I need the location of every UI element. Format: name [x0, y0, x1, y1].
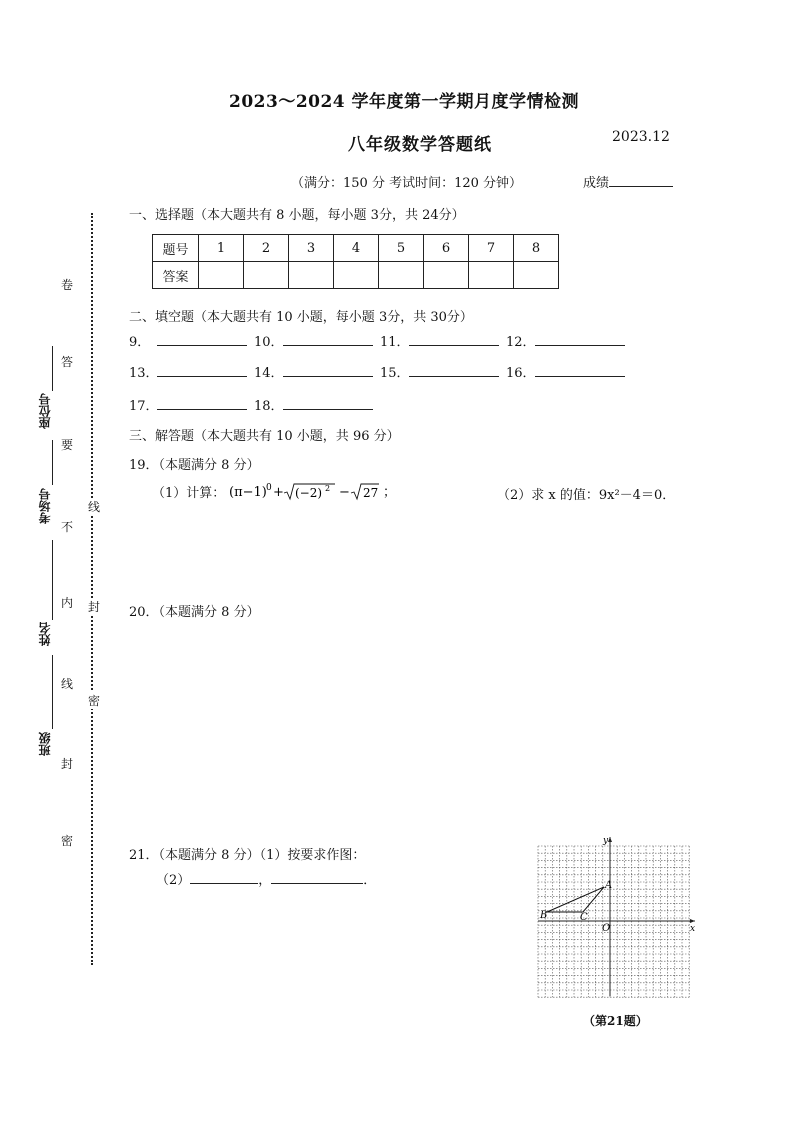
q21-blank-1[interactable]: [190, 871, 258, 884]
q19-part2: （2）求 x 的值：9x²－4＝0．: [497, 488, 676, 503]
page-title: 2023～2024 学年度第一学期月度学情检测: [229, 92, 580, 112]
fill-item: 15．: [380, 366, 410, 381]
fill-blank-18[interactable]: [283, 397, 373, 410]
question-number: 7: [469, 235, 514, 262]
section3-heading: 三、解答题（本大题共有 10 小题，共 96 分）: [129, 429, 400, 444]
svg-text:；: ；: [383, 485, 397, 500]
fill-blank-12[interactable]: [535, 333, 625, 346]
q20-label: 20．（本题满分 8 分）: [129, 605, 260, 620]
y-axis-arrow: [608, 837, 612, 842]
page-subtitle: 八年级数学答题纸: [348, 135, 492, 155]
field-seat-label: 座位号: [38, 393, 52, 429]
seal-char: 答: [61, 355, 74, 369]
answer-cell[interactable]: [469, 262, 514, 289]
question-number: 4: [334, 235, 379, 262]
q19-formula: [229, 482, 399, 502]
answer-table: [152, 234, 559, 289]
q21-coordinate-grid: [530, 834, 700, 1000]
table-row: [153, 262, 559, 289]
seal-char: 线: [61, 677, 74, 691]
q21-part2: （2） ， ．: [156, 873, 377, 888]
fill-item: 11．: [380, 335, 410, 350]
exam-date: 2023.12: [612, 129, 670, 145]
svg-text:2: 2: [325, 484, 331, 493]
field-class-blank[interactable]: [52, 655, 53, 729]
answer-cell[interactable]: [199, 262, 244, 289]
fill-item: 18．: [254, 399, 284, 414]
mid-seal-char: 线: [88, 500, 101, 514]
fill-item: 10．: [254, 335, 284, 350]
question-number: 8: [514, 235, 559, 262]
row-answer-label: 答案: [153, 262, 199, 289]
question-number: 2: [244, 235, 289, 262]
fill-item: 13．: [129, 366, 159, 381]
x-axis-label: x: [690, 924, 696, 934]
question-number: 1: [199, 235, 244, 262]
svg-text:(−2): (−2): [295, 486, 323, 500]
answer-cell[interactable]: [289, 262, 334, 289]
q21-label: 21．（本题满分 8 分）（1）按要求作图：: [129, 848, 366, 863]
svg-text:(π−1): (π−1): [229, 485, 268, 500]
q21-blank-2[interactable]: [271, 871, 363, 884]
answer-cell[interactable]: [379, 262, 424, 289]
seal-char: 封: [61, 757, 74, 771]
field-name-blank[interactable]: [52, 540, 53, 620]
point-label-b: B: [540, 910, 548, 921]
fill-item: 16．: [506, 366, 536, 381]
svg-text:0: 0: [266, 483, 273, 493]
fill-blank-11[interactable]: [409, 333, 499, 346]
q19-part1: （1）计算： (π−1) 0 + (−2) 2 − 27 ；: [152, 482, 399, 502]
question-number: 3: [289, 235, 334, 262]
answer-cell[interactable]: [424, 262, 469, 289]
binding-dotted-line: [91, 213, 93, 965]
fill-item: 12．: [506, 335, 536, 350]
exam-info: （满分：150 分 考试时间：120 分钟）: [291, 176, 523, 191]
seal-char: 要: [61, 438, 74, 452]
field-class-label: 班级: [38, 732, 52, 756]
question-number: 6: [424, 235, 469, 262]
field-seat-blank[interactable]: [52, 346, 53, 391]
mid-seal-char: 密: [88, 694, 101, 708]
point-label-c: C: [580, 912, 588, 923]
table-row: [153, 235, 559, 262]
fill-item: 9．: [129, 335, 151, 350]
score-blank[interactable]: [609, 174, 673, 187]
triangle-abc: [547, 887, 604, 912]
fill-blank-16[interactable]: [535, 364, 625, 377]
fill-blank-10[interactable]: [283, 333, 373, 346]
answer-cell[interactable]: [334, 262, 379, 289]
seal-char: 密: [61, 834, 74, 848]
x-axis-arrow: [690, 919, 695, 923]
field-room-blank[interactable]: [52, 440, 53, 485]
section2-heading: 二、填空题（本大题共有 10 小题，每小题 3分，共 30分）: [129, 310, 473, 325]
origin-label: O: [602, 923, 611, 934]
seal-char: 不: [61, 520, 74, 534]
field-name-label: 姓名: [38, 622, 52, 646]
fill-blank-17[interactable]: [157, 397, 247, 410]
seal-char: 卷: [61, 278, 74, 292]
q21-caption: （第21题）: [583, 1014, 648, 1028]
fill-item: 17．: [129, 399, 159, 414]
section1-heading: 一、选择题（本大题共有 8 小题，每小题 3分，共 24分）: [129, 208, 465, 223]
answer-cell[interactable]: [244, 262, 289, 289]
q19-label: 19．（本题满分 8 分）: [129, 458, 260, 473]
question-number: 5: [379, 235, 424, 262]
point-label-a: A: [605, 880, 613, 891]
svg-text:27: 27: [363, 486, 379, 500]
score-label: 成绩: [583, 176, 610, 191]
y-axis-label: y: [603, 836, 609, 846]
fill-blank-15[interactable]: [409, 364, 499, 377]
answer-cell[interactable]: [514, 262, 559, 289]
seal-char: 内: [61, 596, 74, 610]
svg-text:−: −: [339, 485, 351, 500]
mid-seal-char: 封: [88, 600, 101, 614]
fill-item: 14．: [254, 366, 284, 381]
row-head-label: 题号: [153, 235, 199, 262]
score-field[interactable]: [583, 172, 673, 191]
svg-text:+: +: [273, 485, 285, 500]
field-room-label: 考场号: [38, 488, 52, 524]
fill-blank-9[interactable]: [157, 333, 247, 346]
fill-blank-13[interactable]: [157, 364, 247, 377]
fill-blank-14[interactable]: [283, 364, 373, 377]
